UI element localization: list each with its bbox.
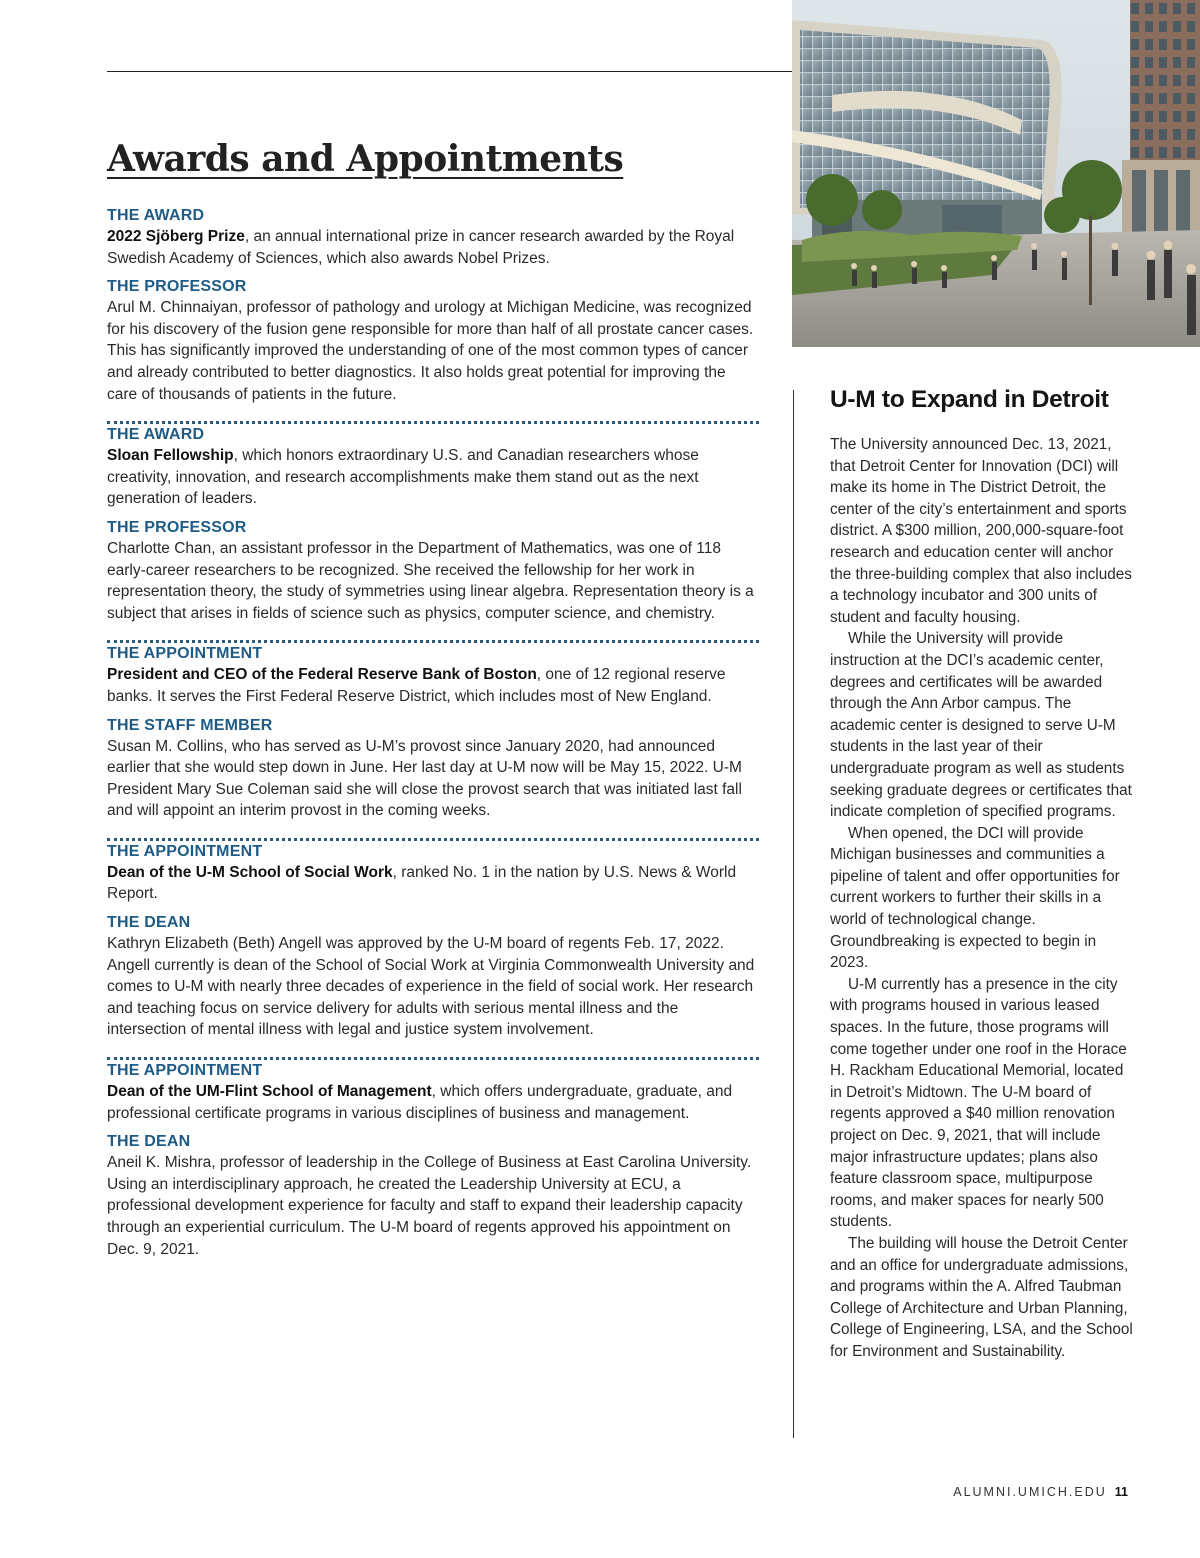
entry-person-text: Susan M. Collins, who has served as U-M’s provost since January 2020, had announced earlier that she would step down in June. Her last day at U-M now will be May 15, 2022. U-M President Mary Sue Coleman said she will close the provost search that was initiated last fall and will appoint an interim provost in the coming weeks. [107, 737, 742, 820]
appointment-entry [107, 1060, 759, 1274]
entry-person-label: THE PROFESSOR [107, 278, 247, 296]
entry-person-label: THE DEAN [107, 914, 191, 932]
top-rule [107, 71, 793, 72]
sidebar-paragraph: When opened, the DCI will provide Michigan businesses and communities a pipeline of talent and offer opportunities for current workers to further their skills in a world of technological change. Groundbreaking is expected to begin in 2023. [830, 824, 1120, 972]
award-entry [107, 424, 759, 638]
entry-label: THE AWARD [107, 207, 205, 224]
entry-description [107, 862, 759, 905]
footer-site-link[interactable]: ALUMNI.UMICH.EDU [953, 1485, 1107, 1499]
page-number: 11 [1114, 1485, 1128, 1499]
page-footer [953, 1485, 1128, 1499]
sidebar-paragraph: U-M currently has a presence in the city with programs housed in various leased spaces. In the future, those programs will come together under one roof in the Horace H. Rackham Educational Memorial, located in Detroit’s Midtown. The U-M board of regents approved a $40 million renovation project on Dec. 9, 2021, that will include major infrastructure updates; plans also feature classroom space, multipurpose rooms, and maker spaces for nearly 500 students. [830, 975, 1127, 1231]
entry-title: Dean of the U-M School of Social Work [107, 863, 393, 881]
entry-title: President and CEO of the Federal Reserve Bank of Boston [107, 666, 537, 684]
entry-person-text: Aneil K. Mishra, professor of leadership in the College of Business at East Carolina University. Using an interdisciplinary approach, he created the Leadership University at ECU, a professional development experience for faculty and staff to expand their leadership capacity through an experiential curriculum. The U-M board of regents approved his appointment on Dec. 9, 2021. [107, 1154, 752, 1258]
entry-description [107, 664, 759, 707]
entry-description-text: , ranked No. 1 in the nation by U.S. News & World Report. [107, 863, 737, 903]
sidebar-paragraph: The University announced Dec. 13, 2021, that Detroit Center for Innovation (DCI) will make its home in The District Detroit, the center of the city’s entertainment and sports district. A $300 million, 200,000-square-foot research and education center will anchor the three-building complex that also includes a technology incubator and 300 units of student and faculty housing. [830, 436, 1132, 626]
entry-person-label: THE PROFESSOR [107, 518, 247, 536]
entry-description [107, 226, 759, 269]
entry-person-text: Kathryn Elizabeth (Beth) Angell was approved by the U-M board of regents Feb. 17, 2022. Angell currently is dean of the School of Social Work at Virginia Commonwealth University and comes to U-M with nearly three decades of experience in the field of social work. Her research and teaching focus on service delivery for adults with serious mental illness and the intersection of mental illness with legal and justice system involvement. [107, 935, 755, 1039]
entry-description-text: , one of 12 regional reserve banks. It serves the First Federal Reserve District, which includes most of New England. [107, 666, 726, 705]
column-divider [793, 390, 794, 1438]
sidebar-paragraph: While the University will provide instruction at the DCI’s academic center, degrees and certificates will be awarded through the Ann Arbor campus. The academic center is designed to serve U-M students in the last year of their undergraduate program as well as students seeking graduate degrees or certificates that indicate completion of specified programs. [830, 630, 1132, 821]
entry-description [107, 445, 759, 510]
entry-title: 2022 Sjöberg Prize [107, 228, 245, 245]
entry-label: THE APPOINTMENT [107, 645, 263, 663]
award-entry [107, 205, 759, 419]
entry-person-text: Arul M. Chinnaiyan, professor of pathology and urology at Michigan Medicine, was recognized for his discovery of the fusion gene responsible for more than half of all prostate cancer cases. This has significantly improved the understanding of one of the most common types of cancer and already contributed to better diagnostics. It also holds great potential for improving the care of thousands of patients in the future. [107, 299, 754, 403]
page-title: Awards and Appointments [107, 138, 624, 180]
entry-description-text: , which honors extraordinary U.S. and Canadian researchers whose creativity, innovation, and research accomplishments make them stand out as the next generation of leaders. [107, 447, 699, 508]
awards-list [107, 205, 759, 1274]
appointment-entry [107, 643, 759, 836]
entry-person-label: THE DEAN [107, 1133, 191, 1151]
sidebar-paragraph: The building will house the Detroit Center and an office for undergraduate admissions, and programs within the A. Alfred Taubman College of Architecture and Urban Planning, College of Engineering, LSA, and the School for Environment and Sustainability. [830, 1234, 1133, 1360]
entry-label: THE AWARD [107, 426, 205, 444]
entry-title: Dean of the UM-Flint School of Management [107, 1083, 432, 1101]
entry-description [107, 1081, 759, 1124]
detroit-center-rendering [792, 0, 1200, 347]
entry-person-label: THE STAFF MEMBER [107, 716, 273, 734]
sidebar-article [830, 386, 1135, 1363]
entry-description-text: , which offers undergraduate, graduate, and professional certificate programs in various disciplines of business and management. [107, 1083, 733, 1122]
appointment-entry [107, 841, 759, 1055]
entry-title: Sloan Fellowship [107, 447, 234, 465]
entry-label: THE APPOINTMENT [107, 1062, 263, 1080]
sidebar-title: U-M to Expand in Detroit [830, 386, 1109, 413]
entry-label: THE APPOINTMENT [107, 842, 263, 860]
entry-person-text: Charlotte Chan, an assistant professor in the Department of Mathematics, was one of 118 early-career researchers to be recognized. She received the fellowship for her work in representation theory, the study of symmetries using linear algebra. Representation theory is a subject that arises in fields of science such as physics, computer science, and chemistry. [107, 539, 754, 622]
entry-description-text: , an annual international prize in cancer research awarded by the Royal Swedish Academy of Sciences, which also awards Nobel Prizes. [107, 228, 735, 267]
